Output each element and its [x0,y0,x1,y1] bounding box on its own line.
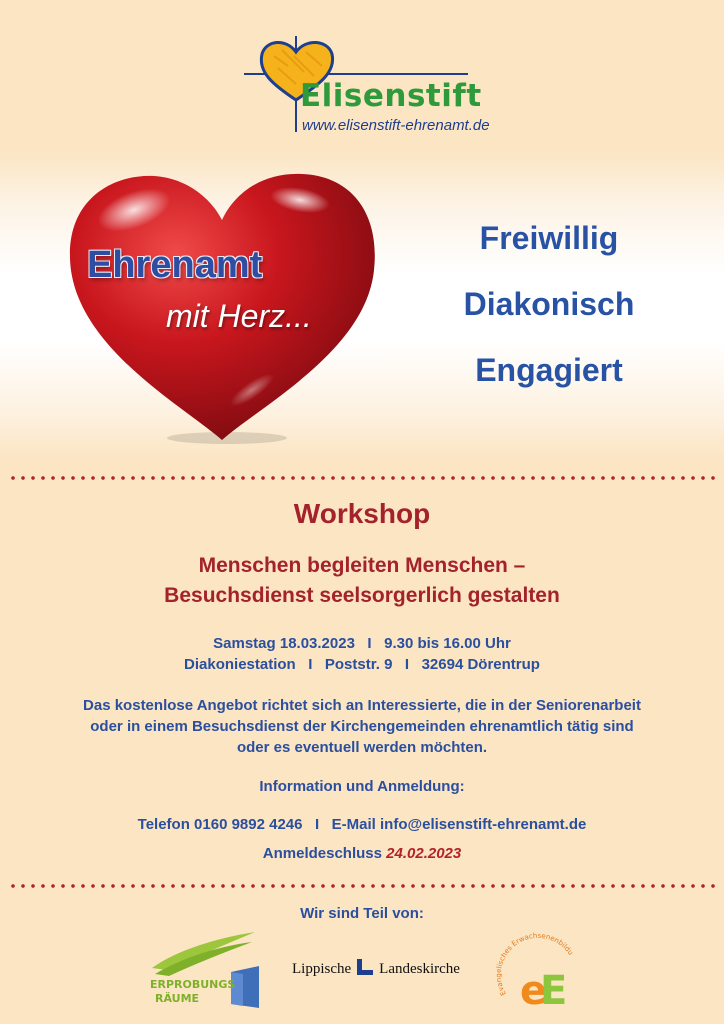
slogan-diakonisch: Diakonisch [463,286,635,322]
ee-icon [488,916,588,1016]
logo-name: Elisenstift [300,78,482,114]
erprobungsraeume-logo [147,930,262,1010]
contact-heading: Information und Anmeldung: [259,778,465,795]
ee-logo [488,916,588,1016]
ee-arc-text: Evangelisches Erwachsenenbildu [494,931,575,997]
deadline [0,843,724,864]
erprobungsraeume-icon [147,930,262,1010]
workshop-description [0,695,724,758]
lippische-landeskirche-logo [292,958,460,981]
description-line2: oder in einem Besuchsdienst der Kirchengemeinden ehrenamtlich tätig sind [90,718,634,735]
contact-line[interactable]: Telefon 0160 9892 4246 I E-Mail info@elisenstift-ehrenamt.de [137,816,587,833]
heart-text-mit-herz: mit Herz... [166,298,312,334]
svg-text:E: E [540,968,568,1014]
workshop-place: Diakoniestation I Poststr. 9 I 32694 Dörentrup [184,656,540,673]
deadline-label: Anmeldeschluss [262,845,382,862]
deadline-date: 24.02.2023 [386,845,462,862]
workshop-subtitle [0,551,724,611]
heart-graphic [62,170,382,450]
elisenstift-logo [244,36,490,136]
workshop-date: Samstag 18.03.2023 I 9.30 bis 16.00 Uhr [213,635,511,652]
slogan-freiwillig: Freiwillig [479,220,619,256]
dotted-divider-top [8,476,716,480]
logo-url[interactable]: www.elisenstift-ehrenamt.de [302,117,490,134]
erprobung-line2: RÄUME [155,992,200,1005]
description-line3: oder es eventuell werden möchten. [236,739,488,756]
workshop-subtitle-line1: Menschen begleiten Menschen – [198,554,526,577]
workshop-subtitle-line2: Besuchsdienst seelsorgerlich gestalten [164,584,560,607]
partners-heading: Wir sind Teil von: [300,905,424,922]
dotted-divider-bottom [8,884,716,888]
description-line1: Das kostenlose Angebot richtet sich an Interessierte, die in der Seniorenarbeit [83,697,641,714]
heart-text-ehrenamt: Ehrenamt [87,244,263,286]
slogan-engagiert: Engagiert [475,352,623,388]
workshop-heading: Workshop [293,498,431,529]
landeskirche-mark-icon [356,958,374,981]
svg-text:e: e [520,968,548,1014]
landeskirche-left: Lippische [292,961,352,977]
erprobung-line1: ERPROBUNGS [150,978,236,991]
landeskirche-right: Landeskirche [379,961,460,977]
